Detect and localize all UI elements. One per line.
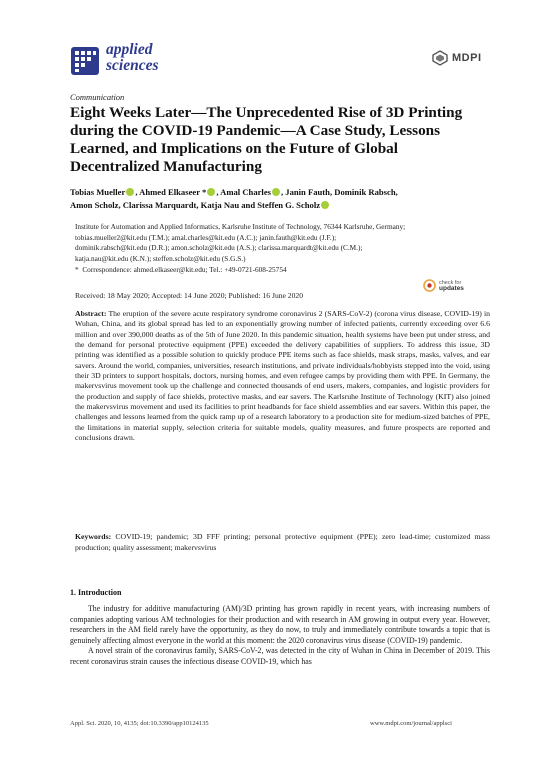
section-heading: 1. Introduction xyxy=(70,588,122,597)
affiliation-line: katja.nau@kit.edu (K.N.); steffen.scholz@kit.edu (S.G.S.) xyxy=(75,253,246,263)
article-title: Eight Weeks Later—The Unprecedented Rise of 3D Printing during the COVID-19 Pandemic—A Case Study, Lessons Learned, and Implications on the Future of Global Decentralized Manufacturing xyxy=(70,104,463,175)
author-separator: , xyxy=(196,200,201,210)
journal-logo-icon xyxy=(70,46,100,76)
author-separator: , xyxy=(280,187,286,197)
author-separator: , xyxy=(118,200,123,210)
author-name: Steffen G. Scholz xyxy=(257,200,321,210)
check-updates-icon xyxy=(423,279,436,292)
orcid-icon[interactable] xyxy=(321,201,329,209)
keywords-label: Keywords: xyxy=(75,532,112,541)
section-body xyxy=(70,604,490,667)
check-updates-badge[interactable] xyxy=(423,279,464,292)
author-separator: , xyxy=(329,187,335,197)
publisher-name: MDPI xyxy=(452,52,482,64)
author-name: Clarissa Marquardt xyxy=(122,200,197,210)
abstract-label: Abstract: xyxy=(75,309,107,318)
orcid-icon[interactable] xyxy=(207,188,215,196)
author-name: Dominik Rabsch xyxy=(334,187,396,197)
orcid-icon[interactable] xyxy=(126,188,134,196)
footer-url[interactable]: www.mdpi.com/journal/applsci xyxy=(370,720,452,727)
affiliation-line: Institute for Automation and Applied Informatics, Karlsruhe Institute of Technology, 76344 Karlsruhe, Germany; xyxy=(75,222,406,231)
keywords-text: COVID-19; pandemic; 3D FFF printing; personal protective equipment (PPE); zero lead-time; customized mass production; quality assessment; makervsvirus xyxy=(75,532,491,552)
affiliation-line: tobias.mueller2@kit.edu (T.M.); amal.charles@kit.edu (A.C.); janin.fauth@kit.edu (J.F.); xyxy=(75,232,337,242)
author-name: Amon Scholz xyxy=(70,200,119,210)
publication-dates: Received: 18 May 2020; Accepted: 14 June 2020; Published: 16 June 2020 xyxy=(75,291,303,300)
body-paragraph: A novel strain of the coronavirus family, SARS-CoV-2, was detected in the city of Wuhan in China in December of 2019. This recent coronavirus strain causes the infectious disease COVID-19, which has xyxy=(70,646,490,666)
correspondence-text[interactable]: Correspondence: ahmed.elkaseer@kit.edu; Tel.: +49-0721-608-25754 xyxy=(82,265,287,274)
author-separator: , xyxy=(135,187,140,197)
correspondence xyxy=(75,265,490,274)
author-name: Amal Charles xyxy=(220,187,271,197)
abstract-text: The eruption of the severe acute respiratory syndrome coronavirus 2 (SARS-CoV-2) (corona virus disease, COVID-19) in Wuhan, China, and its global spread has led to an exponentially growing number of infected patients, currently exceeding over 6.6 million and over 390,000 deaths as of the 5th of June 2020. In this pandemic situation, health systems have been put under stress, and the demand for personal protective equipment (PPE) exceeded the delivery capabilities of suppliers. To address this issue, 3D printing was identified as a possible solution to quickly produce PPE items such as face shields, mask straps, masks, valves, and ear savers. Around the world, companies, universities, research institutions, and private individuals/hobbyists stepped into the void, using their 3D printers to support hospitals, doctors, nursing homes, and even refugee camps by providing them with PPE. In Germany, the makervsvirus movement took up the challenge and connected thousands of end users, makers, companies, and logistic providers for the production and supply of face shields, protective masks, and ear savers. The Karlsruhe Institute of Technology (KIT) also joined the makervsvirus movement and used its facilities to print headbands for face shield assemblies and ear savers. Within this paper, the challenges and lessons learned from the quick ramp up of a research laboratory to a production site for medium-sized batches of PPE, the limitations in material supply, selection criteria for suitable models, quality measures, and future prospects are reported and conclusions drawn. xyxy=(75,309,490,443)
affiliation-line: dominik.rabsch@kit.edu (D.R.); amon.scholz@kit.edu (A.S.); clarissa.marquardt@kit.edu (C.M.); xyxy=(75,243,363,253)
footer-citation: Appl. Sci. 2020, 10, 4135; doi:10.3390/app10124135 xyxy=(70,720,209,727)
author-list xyxy=(70,186,490,212)
author-separator: , xyxy=(395,187,398,197)
mdpi-icon xyxy=(432,50,448,66)
keywords xyxy=(75,532,490,553)
author-name: Katja Nau xyxy=(200,200,240,210)
author-separator: and xyxy=(239,200,258,210)
author-name: Tobias Mueller xyxy=(70,187,126,197)
author-name: Janin Fauth xyxy=(285,187,330,197)
author-name: Ahmed Elkaseer * xyxy=(139,187,207,197)
affiliation xyxy=(75,222,490,264)
check-updates-text: check for updates xyxy=(439,279,464,292)
author-line-1 xyxy=(70,186,490,199)
abstract xyxy=(75,309,490,443)
publisher-logo xyxy=(432,50,482,66)
author-line-2 xyxy=(70,199,490,212)
article-type: Communication xyxy=(70,92,125,102)
body-paragraph: The industry for additive manufacturing (AM)/3D printing has grown rapidly in recent years, with increasing numbers of companies adopting various AM technologies for their production and with research in AM growing in output every year. However, researchers in the AM field rarely have the opportunity, as they do now, to truly and immediately contribute towards a topic that is genuinely affecting almost everyone in the world at this moment: the 2020 coronavirus virus disease (COVID-19) pandemic. xyxy=(70,604,490,645)
author-separator: , xyxy=(216,187,221,197)
correspondence-mark: * xyxy=(75,265,79,274)
journal-name: applied sciences xyxy=(106,41,159,74)
orcid-icon[interactable] xyxy=(272,188,280,196)
